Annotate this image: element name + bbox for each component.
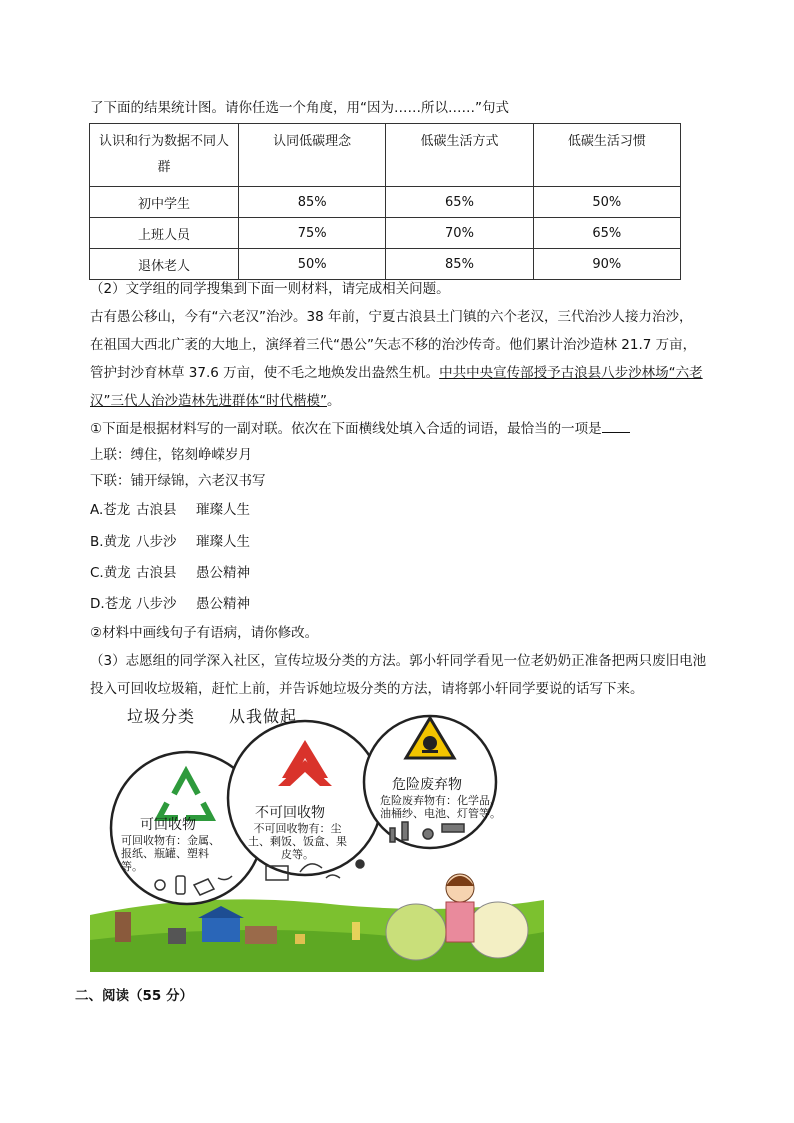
- girl-icon: [446, 874, 474, 942]
- table-cell: 65%: [533, 218, 680, 249]
- garbage-sorting-poster: [90, 700, 544, 972]
- material-line: 在祖国大西北广袤的大地上，演绎着三代“愚公”矢志不移的治沙传奇。他们累计治沙造林 21.7 万亩，: [90, 337, 697, 353]
- hazardous-label: 危险废弃物: [392, 777, 462, 793]
- table-header-cell: 低碳生活习惯: [533, 124, 680, 187]
- intro-text: 了下面的结果统计图。请你任选一个角度，用“因为……所以……”句式: [90, 100, 509, 116]
- option-d[interactable]: D.苍龙 八步沙 愚公精神: [90, 596, 250, 612]
- option-c[interactable]: C.黄龙 古浪县 愚公精神: [90, 565, 250, 581]
- building-icon: [245, 926, 277, 944]
- table-header-cell: 认识和行为数据不同人 群: [90, 124, 239, 187]
- garbage-bag-icon: [386, 904, 446, 960]
- recyclable-desc: 可回收物有：金属、 报纸、瓶罐、塑料 等。: [121, 834, 220, 873]
- sub-question-2: ②材料中画线句子有语病，请你修改。: [90, 625, 319, 641]
- table-cell: 65%: [386, 187, 533, 218]
- couplet-upper: 上联：缚住，铭刻峥嵘岁月: [90, 447, 252, 463]
- table-header-cell: 低碳生活方式: [386, 124, 533, 187]
- underlined-sentence: 汉”三代人治沙造林先进群体“时代楷模”: [90, 393, 327, 409]
- underlined-sentence: 中共中央宣传部授予古浪县八步沙林场“六老: [439, 365, 703, 381]
- sub-question-1: ①下面是根据材料写的一副对联。依次在下面横线处填入合适的词语，最恰当的一项是: [90, 417, 630, 437]
- table-cell: 90%: [533, 249, 680, 280]
- q3-line: （3）志愿组的同学深入社区，宣传垃圾分类的方法。郭小轩同学看见一位老奶奶正准备把两只废旧电池: [90, 653, 707, 669]
- table-cell: 85%: [239, 187, 386, 218]
- stats-table: [89, 123, 681, 280]
- table-cell: 85%: [386, 249, 533, 280]
- table-row: [90, 187, 681, 218]
- table-row: [90, 249, 681, 280]
- table-cell: 退休老人: [90, 249, 239, 280]
- table-cell: 50%: [533, 187, 680, 218]
- material-line: 管护封沙育林草 37.6 万亩，使不毛之地焕发出盎然生机。中共中央宣传部授予古浪县八步沙林场“六老: [90, 365, 703, 381]
- hazardous-desc: 危险废弃物有：化学品、 油桶纱、电池、灯管等。: [380, 794, 501, 820]
- garbage-bag-icon: [468, 902, 528, 958]
- table-cell: 75%: [239, 218, 386, 249]
- table-cell: 初中学生: [90, 187, 239, 218]
- q2-title: （2）文学组的同学搜集到下面一则材料，请完成相关问题。: [90, 281, 450, 297]
- table-cell: 70%: [386, 218, 533, 249]
- q3-line: 投入可回收垃圾箱，赶忙上前，并告诉她垃圾分类的方法，请将郭小轩同学要说的话写下来。: [90, 681, 644, 697]
- option-b[interactable]: B.黄龙 八步沙 璀璨人生: [90, 534, 250, 550]
- table-header-row: [90, 124, 681, 187]
- building-icon: [202, 918, 240, 942]
- nonrecyclable-desc: 不可回收物有：尘 土、剩饭、饭盒、果 皮等。: [248, 822, 347, 861]
- option-a[interactable]: A.苍龙 古浪县 璀璨人生: [90, 502, 250, 518]
- poster-title: 垃圾分类 从我做起: [127, 707, 298, 726]
- table-row: [90, 218, 681, 249]
- building-icon: [115, 912, 131, 942]
- recyclable-label: 可回收物: [140, 817, 196, 833]
- table-cell: 上班人员: [90, 218, 239, 249]
- nonrecyclable-label: 不可回收物: [255, 805, 325, 821]
- material-line: 汉”三代人治沙造林先进群体“时代楷模”。: [90, 393, 341, 409]
- table-header-cell: 认同低碳理念: [239, 124, 386, 187]
- material-line: 古有愚公移山，今有“六老汉”治沙。38 年前，宁夏古浪县土门镇的六个老汉，三代治沙人接力治沙，: [90, 309, 693, 325]
- answer-blank[interactable]: [602, 419, 630, 433]
- section-heading: 二、阅读（55 分）: [75, 988, 193, 1004]
- table-cell: 50%: [239, 249, 386, 280]
- couplet-lower: 下联：铺开绿锦，六老汉书写: [90, 473, 266, 489]
